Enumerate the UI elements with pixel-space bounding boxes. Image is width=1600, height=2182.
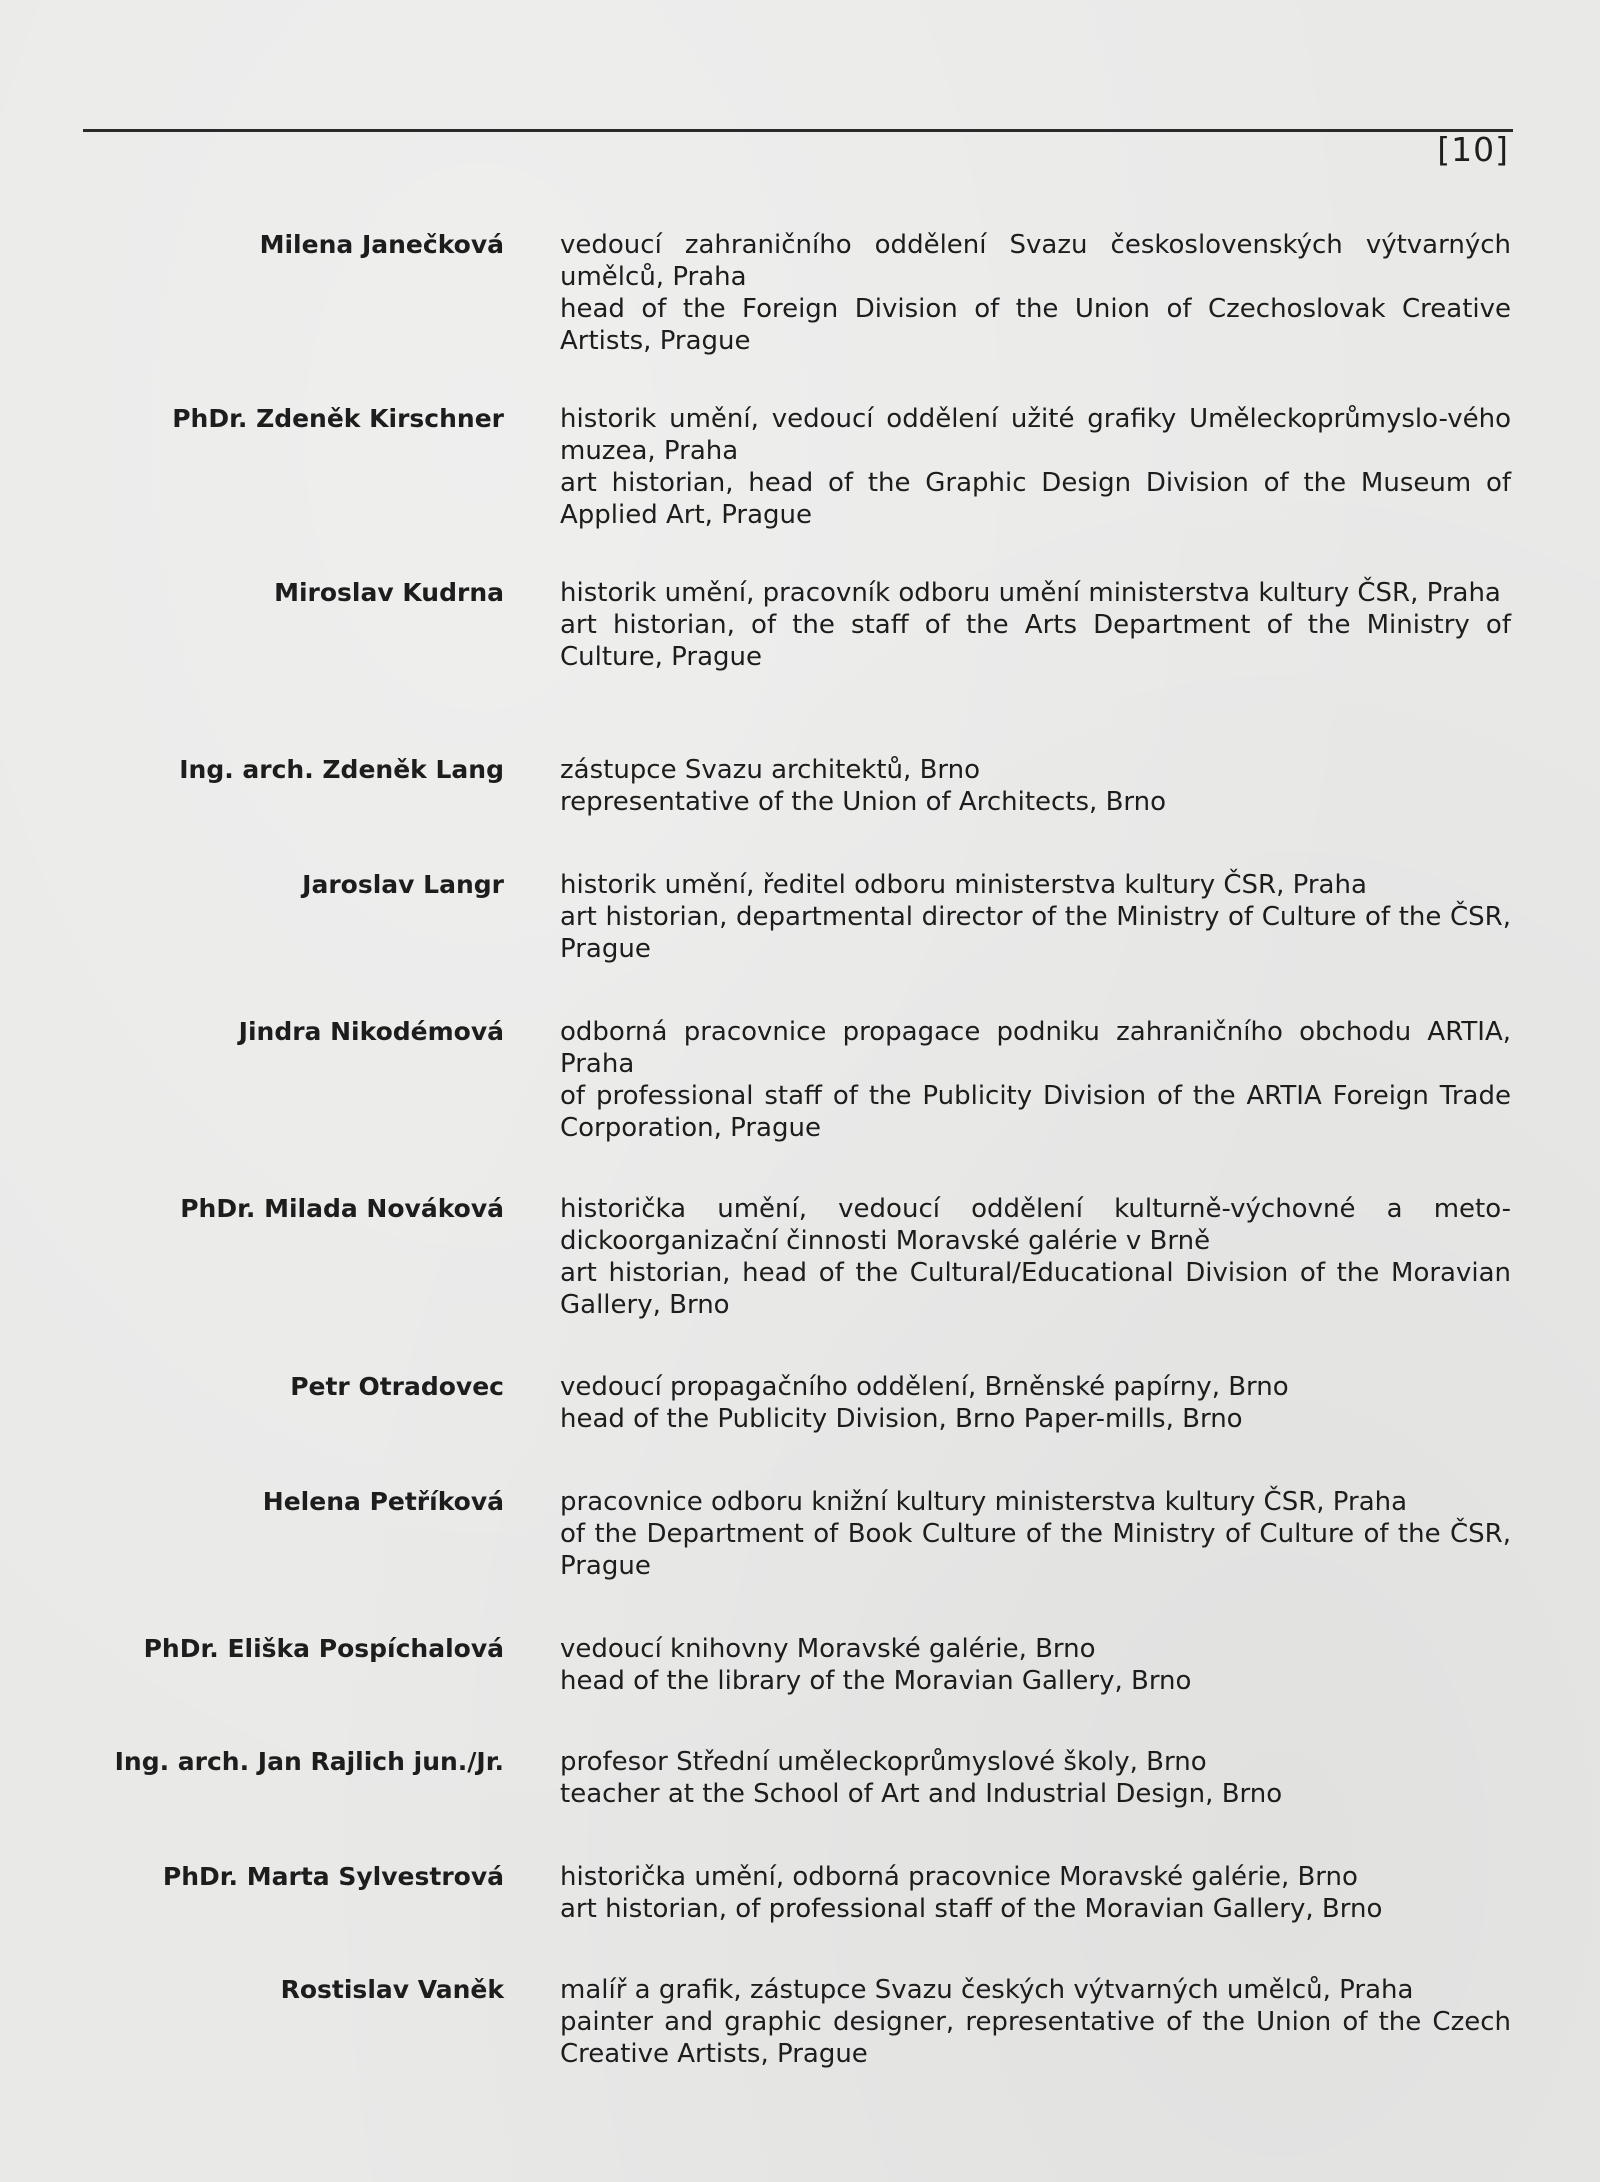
member-description xyxy=(560,577,1511,673)
member-description xyxy=(560,1486,1511,1582)
description-czech: profesor Střední uměleckoprůmyslové školy, Brno xyxy=(560,1747,1207,1777)
description-czech: historička umění, vedoucí oddělení kulturně-výchovné a meto-dickoorganizační činnosti Moravské galérie v Brně xyxy=(560,1194,1511,1256)
description-czech: historik umění, ředitel odboru ministerstva kultury ČSR, Praha xyxy=(560,870,1367,900)
member-description xyxy=(560,869,1511,965)
description-english: head of the library of the Moravian Gallery, Brno xyxy=(560,1666,1192,1696)
description-english: of professional staff of the Publicity Division of the ARTIA Foreign Trade Corporation, Prague xyxy=(560,1081,1511,1143)
member-description xyxy=(560,1193,1511,1321)
description-english: representative of the Union of Architects, Brno xyxy=(560,787,1167,817)
member-description xyxy=(560,1746,1511,1810)
description-english: of the Department of Book Culture of the Ministry of Culture of the ČSR, Prague xyxy=(560,1519,1511,1581)
member-description xyxy=(560,1633,1511,1697)
description-english: head of the Publicity Division, Brno Paper-mills, Brno xyxy=(560,1404,1243,1434)
member-description xyxy=(560,229,1511,357)
description-czech: historik umění, vedoucí oddělení užité grafiky Uměleckoprůmyslo-vého muzea, Praha xyxy=(560,404,1511,466)
description-english: art historian, head of the Cultural/Educational Division of the Moravian Gallery, Brno xyxy=(560,1258,1511,1320)
member-name: Rostislav Vaněk xyxy=(280,1975,504,2004)
member-name: PhDr. Zdeněk Kirschner xyxy=(172,404,504,433)
description-english: art historian, departmental director of the Ministry of Culture of the ČSR, Prague xyxy=(560,902,1511,964)
member-name: PhDr. Milada Nováková xyxy=(180,1194,504,1223)
description-czech: historička umění, odborná pracovnice Moravské galérie, Brno xyxy=(560,1862,1358,1892)
member-description xyxy=(560,1861,1511,1925)
description-english: art historian, of professional staff of the Moravian Gallery, Brno xyxy=(560,1894,1383,1924)
member-description xyxy=(560,1371,1511,1435)
member-description xyxy=(560,1974,1511,2070)
member-description xyxy=(560,1016,1511,1144)
header-rule xyxy=(83,129,1513,132)
description-english: teacher at the School of Art and Industrial Design, Brno xyxy=(560,1779,1283,1809)
page-number: [10] xyxy=(1437,130,1509,169)
description-english: art historian, of the staff of the Arts Department of the Ministry of Culture, Prague xyxy=(560,610,1511,672)
member-name: Ing. arch. Zdeněk Lang xyxy=(179,755,504,784)
description-czech: malíř a grafik, zástupce Svazu českých výtvarných umělců, Praha xyxy=(560,1975,1414,2005)
member-name: PhDr. Eliška Pospíchalová xyxy=(143,1634,504,1663)
description-czech: vedoucí propagačního oddělení, Brněnské papírny, Brno xyxy=(560,1372,1289,1402)
member-name: Ing. arch. Jan Rajlich jun./Jr. xyxy=(114,1747,504,1776)
member-name: Petr Otradovec xyxy=(290,1372,504,1401)
description-english: art historian, head of the Graphic Design Division of the Museum of Applied Art, Prague xyxy=(560,468,1511,530)
member-name: PhDr. Marta Sylvestrová xyxy=(162,1862,504,1891)
description-czech: odborná pracovnice propagace podniku zahraničního obchodu ARTIA, Praha xyxy=(560,1017,1511,1079)
description-czech: vedoucí knihovny Moravské galérie, Brno xyxy=(560,1634,1096,1664)
description-czech: vedoucí zahraničního oddělení Svazu československých výtvarných umělců, Praha xyxy=(560,230,1511,292)
description-english: painter and graphic designer, representative of the Union of the Czech Creative Artists, Prague xyxy=(560,2007,1511,2069)
description-czech: historik umění, pracovník odboru umění ministerstva kultury ČSR, Praha xyxy=(560,578,1501,608)
member-name: Jindra Nikodémová xyxy=(238,1017,504,1046)
member-name: Milena Janečková xyxy=(259,230,504,259)
member-name: Helena Petříková xyxy=(262,1487,504,1516)
description-czech: pracovnice odboru knižní kultury ministerstva kultury ČSR, Praha xyxy=(560,1487,1408,1517)
member-description xyxy=(560,403,1511,531)
member-name: Jaroslav Langr xyxy=(302,870,504,899)
description-czech: zástupce Svazu architektů, Brno xyxy=(560,755,981,785)
member-name: Miroslav Kudrna xyxy=(274,578,504,607)
description-english: head of the Foreign Division of the Union of Czechoslovak Creative Artists, Prague xyxy=(560,294,1511,356)
member-description xyxy=(560,754,1511,818)
